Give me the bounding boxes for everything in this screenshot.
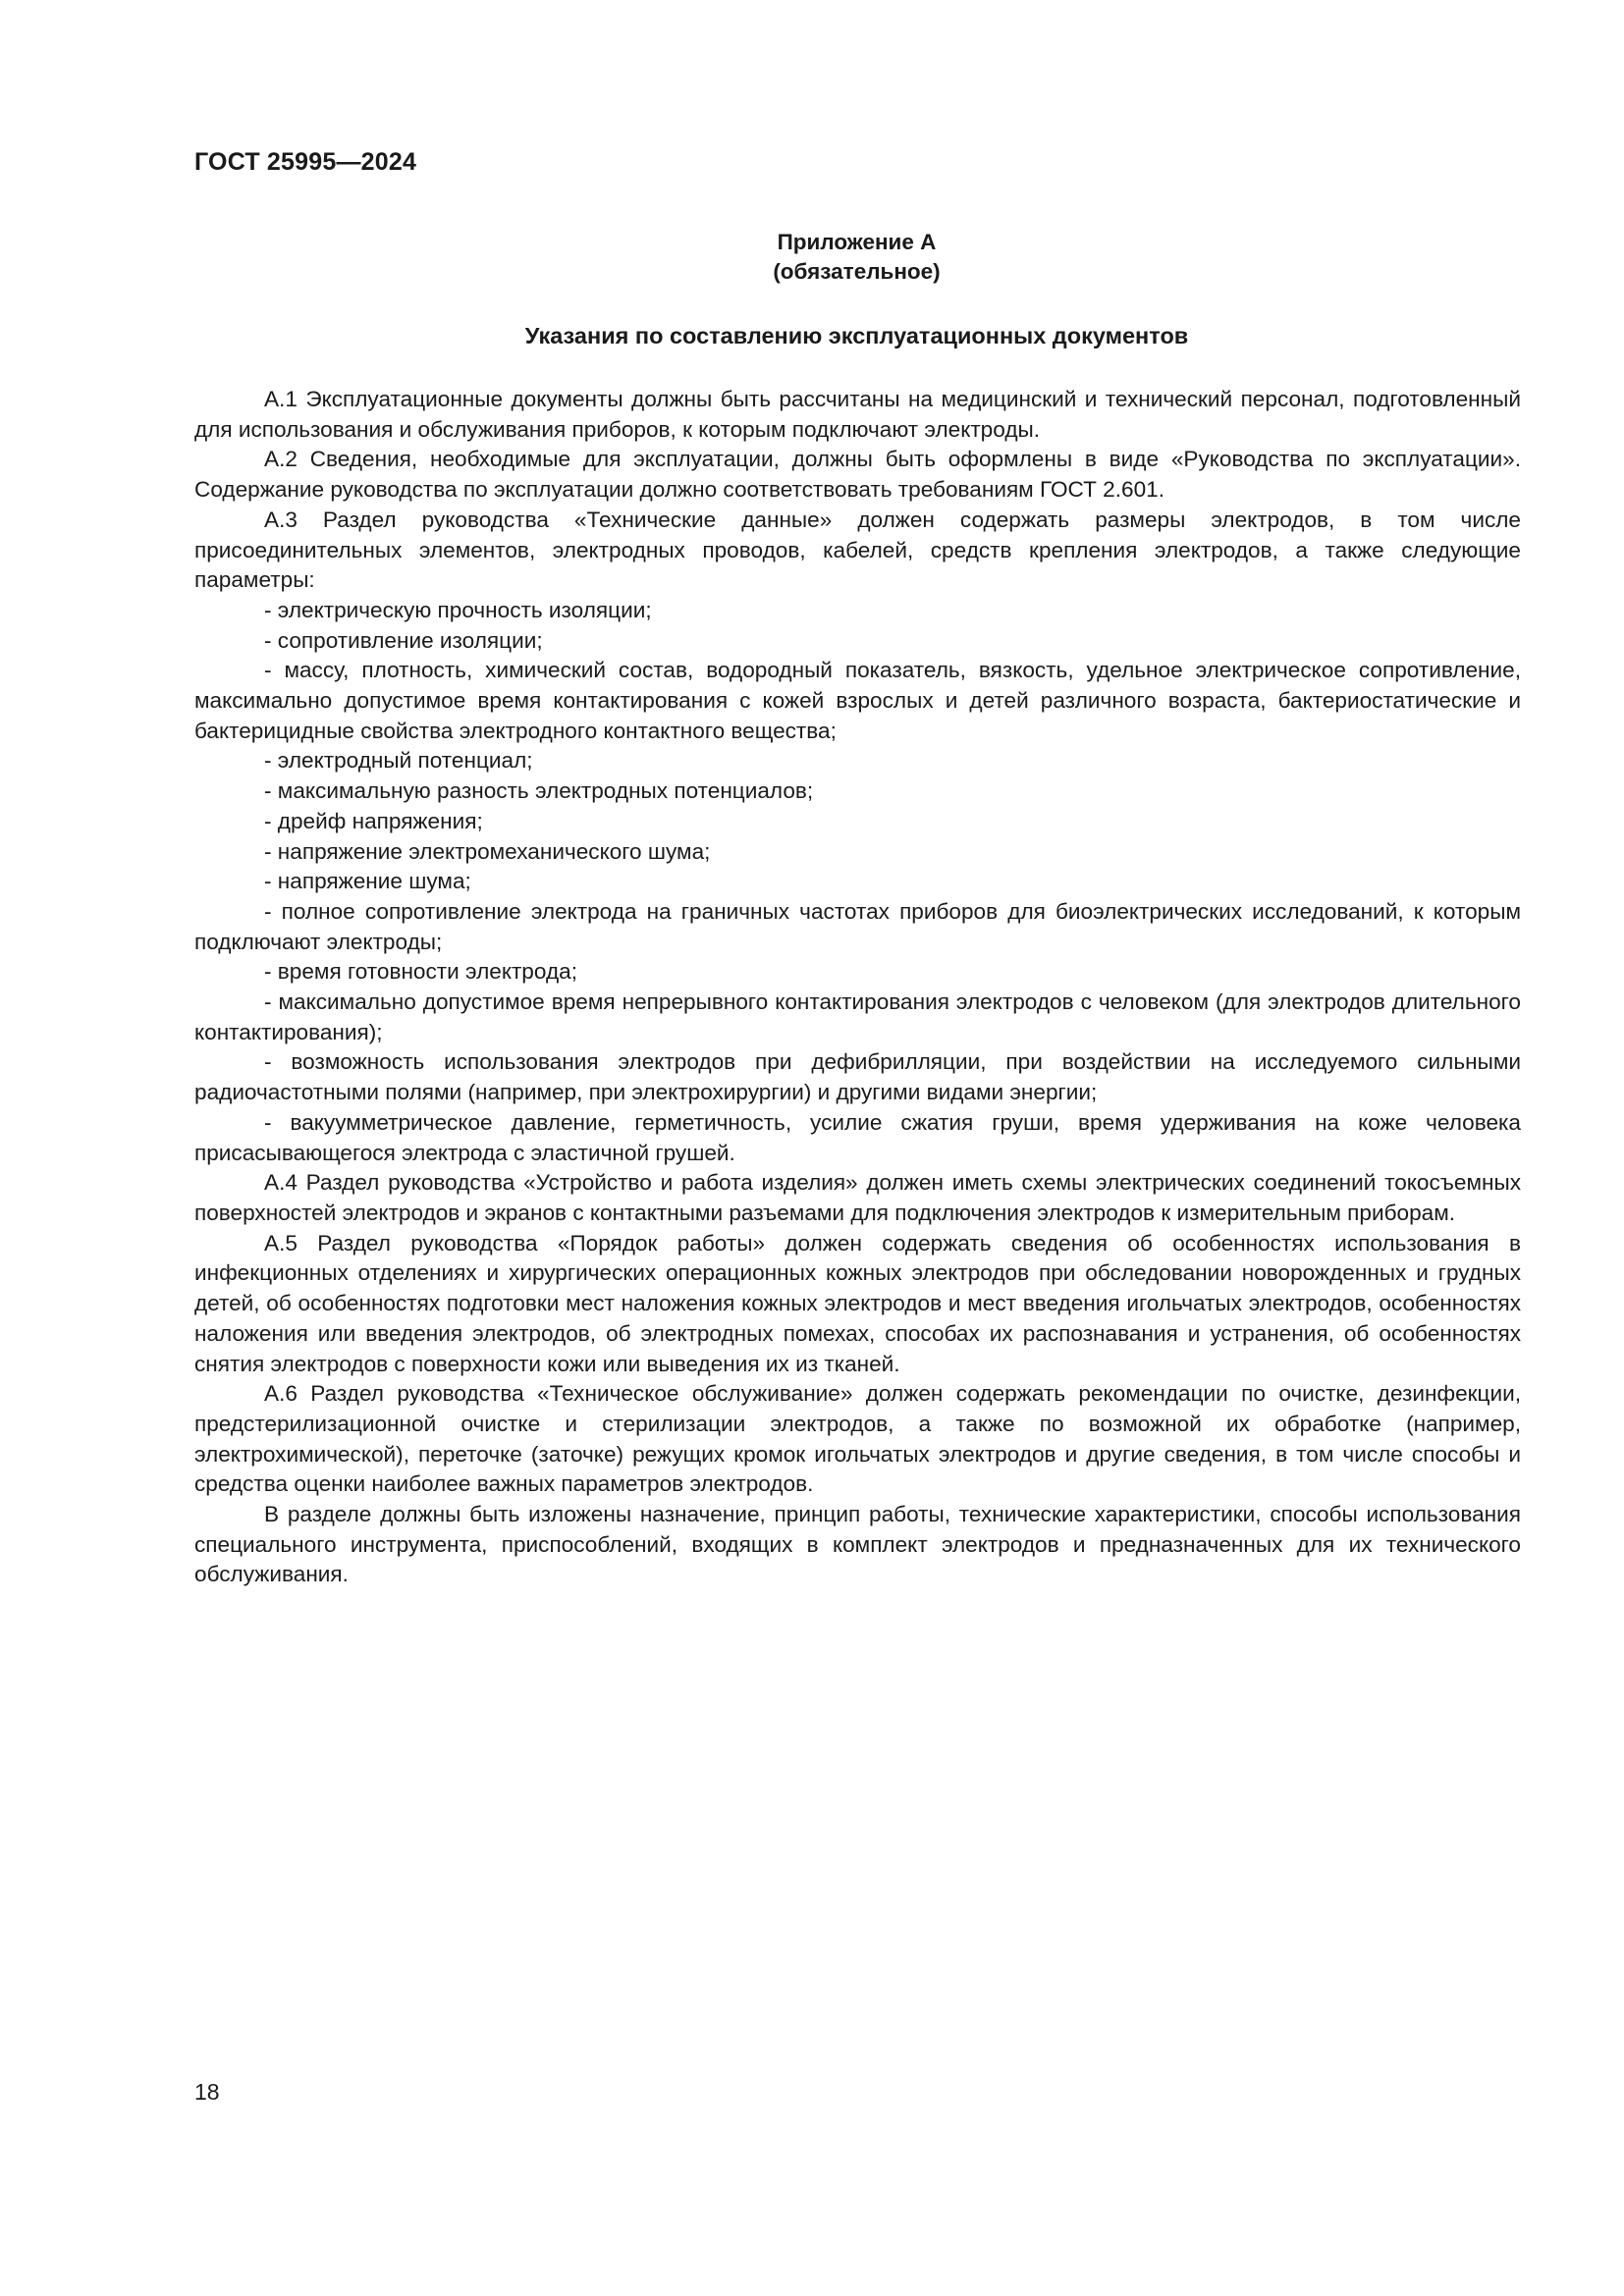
list-item: - электродный потенциал; — [264, 748, 533, 774]
list-item: - напряжение электромеханического шума; — [264, 838, 711, 864]
paragraph: А.4 Раздел руководства «Устройство и работа изделия» должен иметь схемы электрических соединений токосъемных поверхностей электродов и экранов с контактными разъемами для подключения электродов к измерительным приборам. — [194, 1170, 1521, 1225]
list-item: - максимальную разность электродных потенциалов; — [264, 778, 814, 804]
list-item: - дрейф напряжения; — [264, 808, 483, 833]
paragraph: А.3 Раздел руководства «Технические данные» должен содержать размеры электродов, в том числе присоединительных элементов, электродных проводов, кабелей, средств крепления электродов, а также следующие параметры: — [194, 507, 1521, 593]
document-code: ГОСТ 25995—2024 — [194, 148, 417, 176]
paragraph: В разделе должны быть изложены назначение, принцип работы, технические характеристики, способы использования специального инструмента, приспособлений, входящих в комплект электродов и предназначенных для их технического обслуживания. — [194, 1502, 1521, 1587]
list-item: - полное сопротивление электрода на граничных частотах приборов для биоэлектрических исследований, к которым подключают электроды; — [194, 898, 1521, 954]
list-item: - время готовности электрода; — [264, 959, 577, 985]
appendix-title: Приложение А — [777, 230, 937, 254]
paragraph: А.2 Сведения, необходимые для эксплуатации, должны быть оформлены в виде «Руководства по эксплуатации». Содержание руководства по эксплуатации должно соответствовать требованиям ГОСТ 2.601. — [194, 447, 1521, 503]
appendix-status: (обязательное) — [773, 259, 941, 284]
list-item: - массу, плотность, химический состав, водородный показатель, вязкость, удельное электрическое сопротивление, максимально допустимое время контактирования с кожей взрослых и детей различного возраста, бактериостатические и бактерицидные свойства электродного контактного вещества; — [194, 658, 1521, 743]
section-title: Указания по составлению эксплуатационных документов — [524, 323, 1189, 348]
list-item: - электрическую прочность изоляции; — [264, 597, 652, 622]
page-number: 18 — [194, 2079, 220, 2105]
paragraph: А.5 Раздел руководства «Порядок работы» должен содержать сведения об особенностях использования в инфекционных отделениях и хирургических операционных кожных электродов при обследовании новорожденных и грудных детей, об особенностях подготовки мест наложения кожных электродов и мест введения игольчатых электродов, особенностях наложения или введения электродов, об электродных помехах, способах их распознавания и устранения, об особенностях снятия электродов с поверхности кожи или выведения их из тканей. — [194, 1230, 1521, 1376]
list-item: - максимально допустимое время непрерывного контактирования электродов с человеком (для электродов длительного контактирования); — [194, 989, 1521, 1044]
list-item: - вакуумметрическое давление, герметичность, усилие сжатия груши, время удерживания на коже человека присасывающегося электрода с эластичной грушей. — [194, 1109, 1521, 1165]
body-text — [194, 385, 1521, 1590]
list-item: - напряжение шума; — [264, 869, 471, 894]
list-item: - возможность использования электродов при дефибрилляции, при воздействии на исследуемого сильными радиочастотными полями (например, при электрохирургии) и другими видами энергии; — [194, 1049, 1521, 1105]
list-item: - сопротивление изоляции; — [264, 627, 543, 653]
paragraph: А.6 Раздел руководства «Техническое обслуживание» должен содержать рекомендации по очистке, дезинфекции, предстерилизационной очистке и стерилизации электродов, а также по возможной их обработке (например, электрохимической), переточке (заточке) режущих кромок игольчатых электродов и другие сведения, в том числе способы и средства оценки наиболее важных параметров электродов. — [194, 1381, 1521, 1497]
paragraph: А.1 Эксплуатационные документы должны быть рассчитаны на медицинский и технический персонал, подготовленный для использования и обслуживания приборов, к которым подключают электроды. — [194, 387, 1521, 442]
